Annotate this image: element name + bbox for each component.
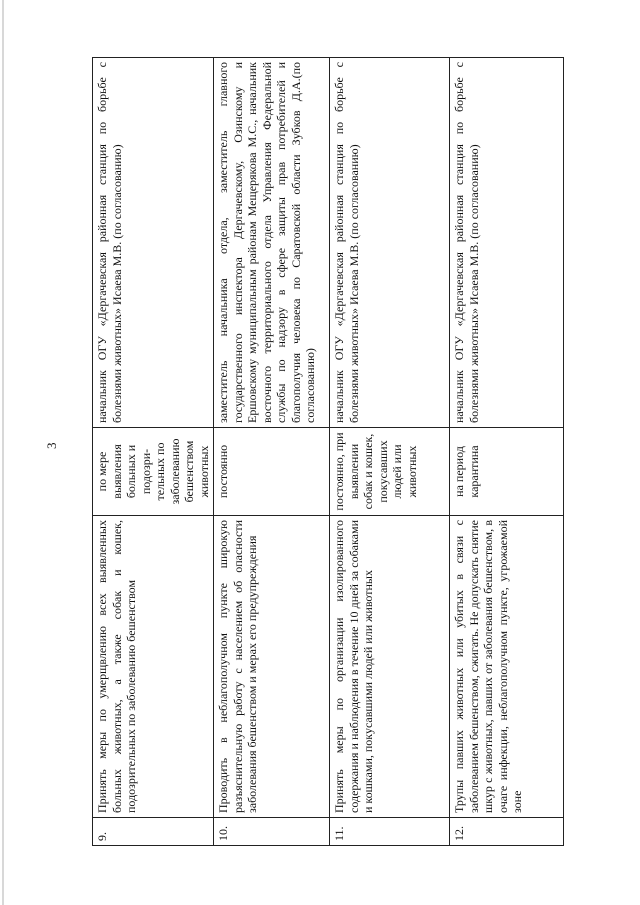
term-text: по мере выявления больных и подозри-тельных по заболеванию бешенством животных — [93, 428, 214, 516]
row-number: 12. — [450, 818, 564, 846]
row-number: 11. — [330, 818, 450, 846]
page-number: 3 — [44, 442, 59, 449]
table-row — [214, 58, 330, 846]
measure-text: Принять меры по организации изолированного содержания и наблюдения в течение 10 дней за собаками и кошками, покусавшими людей или животных — [330, 516, 450, 818]
measures-table — [92, 57, 564, 846]
rotated-page-content — [92, 58, 554, 846]
measure-text: Трупы павших животных или убитых в связи с заболеванием бешенством, сжигать. Не допускать снятие шкур с животных, павших от заболевания бешенством, в очаге инфекции, неблагополучном пункте, угрожаемой зоне — [450, 516, 564, 818]
term-text: постоянно, при выявлении собак и кошек, покусавших людей или животных — [330, 428, 450, 516]
term-text: на период карантина — [450, 428, 564, 516]
responsible-text: начальник ОГУ «Дергачевская районная станция по борьбе с болезнями животных» Исаева М.В. (по согласованию) — [93, 58, 214, 428]
responsible-text: начальник ОГУ «Дергачевская районная станция по борьбе с болезнями животных» Исаева М.В. (по согласованию) — [450, 58, 564, 428]
table-row — [330, 58, 450, 846]
row-number: 9. — [93, 818, 214, 846]
scan-edge — [2, 0, 4, 905]
table-row — [93, 58, 214, 846]
table-row — [450, 58, 564, 846]
responsible-text: начальник ОГУ «Дергачевская районная станция по борьбе с болезнями животных» Исаева М.В. (по согласованию) — [330, 58, 450, 428]
responsible-text: заместитель начальника отдела, заместитель главного государственного инспектора Дергачевскому, Озинскому и Ершовскому муниципальным районам Мещерякова М.С., начальник восточного территориального отдела Управления Федеральной службы по надзору в сфере защиты прав потребителей и благополучия человека по Саратовской области Зубков Д.А.(по согласованию) — [214, 58, 330, 428]
term-text: постоянно — [214, 428, 330, 516]
measure-text: Принять меры по умерщвлению всех выявленных больных животных, а также собак и кошек, подозрительных по заболеванию бешенством — [93, 516, 214, 818]
row-number: 10. — [214, 818, 330, 846]
measure-text: Проводить в неблагополучном пункте широкую разъяснительную работу с населением об опасности заболевания бешенством и мерах его предупреждения — [214, 516, 330, 818]
